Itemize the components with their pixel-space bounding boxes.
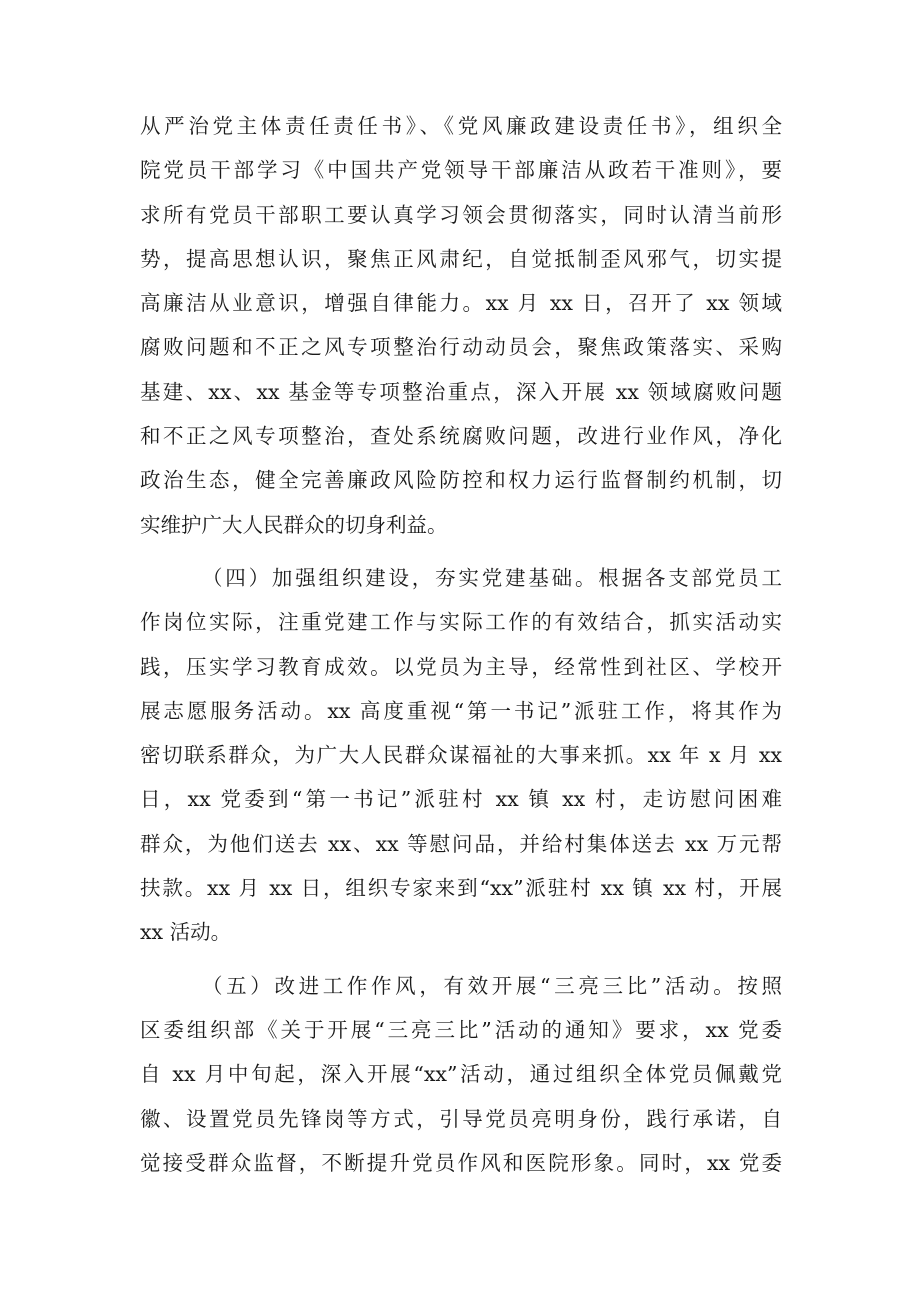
text-line: 觉接受群众监督，不断提升党员作风和医院形象。同时，xx 党委 [140, 1150, 782, 1175]
text-line: 区委组织部《关于开展“三亮三比”活动的通知》要求，xx 党委 [140, 1017, 782, 1042]
text-line: 践，压实学习教育成效。以党员为主导，经常性到社区、学校开 [140, 654, 782, 679]
document-body [140, 104, 782, 1185]
paragraph-p1 [140, 104, 782, 547]
text-line: 高廉洁从业意识，增强自律能力。xx 月 xx 日，召开了 xx 领域 [140, 291, 782, 316]
paragraph-spacer [140, 547, 782, 556]
text-line: 徽、设置党员先锋岗等方式，引导党员亮明身份，践行承诺，自 [140, 1106, 782, 1131]
text-line: 院党员干部学习《中国共产党领导干部廉洁从政若干准则》，要 [140, 158, 782, 183]
text-line: 密切联系群众，为广大人民群众谋福祉的大事来抓。xx 年 x 月 xx [140, 743, 782, 768]
text-line: 扶款。xx 月 xx 日，组织专家来到“xx”派驻村 xx 镇 xx 村，开展 [140, 876, 782, 901]
text-line: 求所有党员干部职工要认真学习领会贯彻落实，同时认清当前形 [140, 202, 782, 227]
text-line: 基建、xx、xx 基金等专项整治重点，深入开展 xx 领域腐败问题 [140, 379, 782, 404]
text-line: 和不正之风专项整治，查处系统腐败问题，改进行业作风，净化 [140, 424, 782, 449]
text-line: xx 活动。 [140, 920, 232, 945]
text-line: （五）改进工作作风，有效开展“三亮三比”活动。按照 [202, 973, 782, 998]
text-line: 势，提高思想认识，聚焦正风肃纪，自觉抵制歪风邪气，切实提 [140, 246, 782, 271]
text-line: 政治生态，健全完善廉政风险防控和权力运行监督制约机制，切 [140, 468, 782, 493]
text-line: 展志愿服务活动。xx 高度重视“第一书记”派驻工作，将其作为 [140, 698, 782, 723]
paragraph-p2 [140, 556, 782, 955]
text-line: 自 xx 月中旬起，深入开展“xx”活动，通过组织全体党员佩戴党 [140, 1062, 782, 1087]
text-line: 实维护广大人民群众的切身利益。 [140, 512, 448, 537]
paragraph-spacer [140, 955, 782, 964]
text-line: 作岗位实际，注重党建工作与实际工作的有效结合，抓实活动实 [140, 610, 782, 635]
paragraph-p3 [140, 964, 782, 1185]
text-line: 群众，为他们送去 xx、xx 等慰问品，并给村集体送去 xx 万元帮 [140, 831, 782, 856]
text-line: 日，xx 党委到“第一书记”派驻村 xx 镇 xx 村，走访慰问困难 [140, 787, 782, 812]
text-line: 从严治党主体责任责任书》、《党风廉政建设责任书》，组织全 [140, 114, 782, 138]
text-line: 腐败问题和不正之风专项整治行动动员会，聚焦政策落实、采购 [140, 335, 782, 360]
text-line: （四）加强组织建设，夯实党建基础。根据各支部党员工 [202, 565, 782, 590]
